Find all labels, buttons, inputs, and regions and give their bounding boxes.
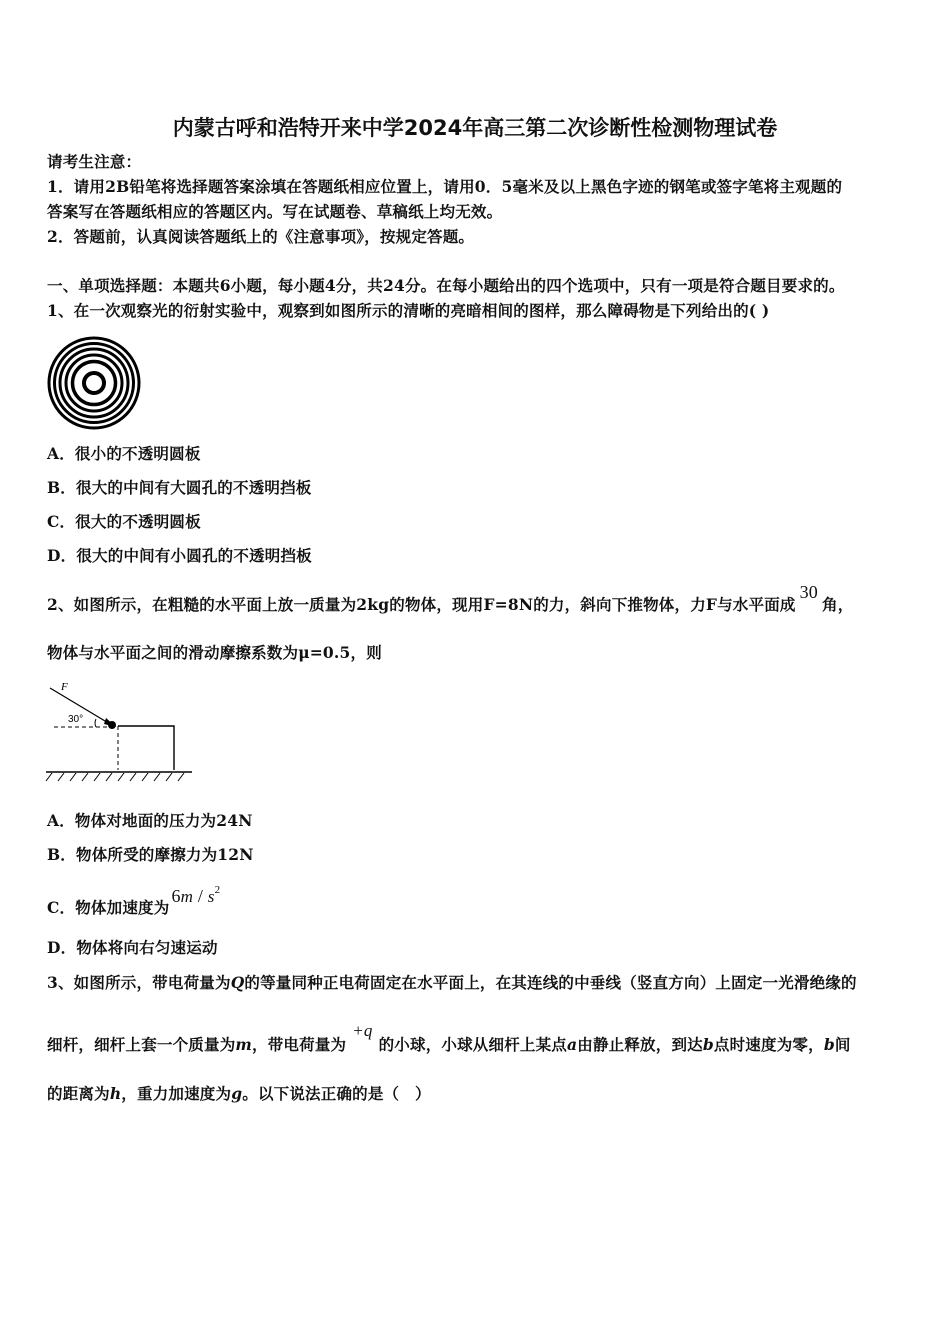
q2-angle-value: 30	[799, 582, 819, 602]
q2-force-diagram	[44, 678, 194, 784]
accel-unit-s: s	[207, 887, 215, 906]
q3-var-g: g	[231, 1084, 243, 1103]
page-title: 内蒙古呼和浩特开来中学2024年高三第二次诊断性检测物理试卷	[172, 116, 778, 140]
q1-stem: 1、在一次观察光的衍射实验中，观察到如图所示的清晰的亮暗相间的图样，那么障碍物是下列给出的( )	[47, 301, 770, 320]
q3-line-3	[47, 1084, 431, 1104]
q3-line-2-b: ，带电荷量为	[252, 1035, 347, 1054]
q3-line-2	[47, 1021, 851, 1055]
q2-stem-part-2: 角，	[822, 595, 854, 614]
q3-line-2-d: 由静止释放，到达	[577, 1035, 703, 1054]
q3-var-b: b	[702, 1035, 714, 1054]
q3-line-3-b: ，重力加速度为	[121, 1084, 232, 1103]
q3-line-2-a: 细杆，细杆上套一个质量为	[47, 1035, 236, 1054]
q3-line-1-a: 3、如图所示，带电荷量为	[47, 973, 231, 992]
q3-line-2-e: 点时速度为零，	[713, 1035, 824, 1054]
q1-option-b: B．很大的中间有大圆孔的不透明挡板	[47, 478, 312, 497]
q3-var-b-2: b	[823, 1035, 835, 1054]
block-outline	[118, 726, 174, 770]
q2-option-a: A．物体对地面的压力为24N	[47, 811, 253, 830]
q3-line-3-c: 。以下说法正确的是（ ）	[242, 1084, 431, 1103]
q2-option-c-text: C．物体加速度为	[47, 898, 170, 917]
q1-option-a: A．很小的不透明圆板	[47, 444, 201, 463]
notice-line-2: 答案写在答题纸相应的答题区内。写在试题卷、草稿纸上均无效。	[47, 202, 503, 221]
q2-stem-line-2: 物体与水平面之间的滑动摩擦系数为μ=0.5，则	[47, 643, 382, 662]
q3-line-1-b: 的等量同种正电荷固定在水平面上，在其连线的中垂线（竖直方向）上固定一光滑绝缘的	[244, 973, 857, 992]
q3-line-3-a: 的距离为	[47, 1084, 110, 1103]
q1-option-d: D．很大的中间有小圆孔的不透明挡板	[47, 546, 312, 565]
q2-stem-part-1: 2、如图所示，在粗糙的水平面上放一质量为2kg的物体，现用F=8N的力，斜向下推物体，力F与水平面成	[47, 595, 796, 614]
q2-option-c	[47, 884, 221, 918]
contact-dot	[108, 721, 116, 729]
q3-var-a: a	[567, 1035, 578, 1054]
q3-line-2-f: 间	[834, 1035, 851, 1054]
section-1-heading: 一、单项选择题：本题共6小题，每小题4分，共24分。在每小题给出的四个选项中，只有一项是符合题目要求的。	[47, 276, 845, 295]
q2-option-d: D．物体将向右匀速运动	[47, 938, 218, 957]
angle-arc	[95, 719, 96, 727]
q3-var-Q: Q	[230, 973, 245, 992]
notice-line-1: 1．请用2B铅笔将选择题答案涂填在答题纸相应位置上，请用0．5毫米及以上黑色字迹的钢笔或签字笔将主观题的	[47, 177, 843, 196]
ground-hatching	[46, 773, 184, 781]
accel-value: 6	[171, 886, 181, 906]
accel-slash: /	[193, 886, 208, 906]
notice-heading: 请考生注意：	[47, 152, 142, 171]
notice-line-3: 2．答题前，认真阅读答题纸上的《注意事项》，按规定答题。	[47, 227, 475, 246]
accel-exponent: 2	[214, 884, 221, 896]
force-label: F	[61, 681, 68, 693]
q3-line-1	[47, 973, 857, 993]
q3-var-m: m	[235, 1035, 253, 1054]
q2-stem-line-1	[47, 582, 854, 615]
q3-var-plus-q: +q	[352, 1021, 373, 1040]
q1-option-c: C．很大的不透明圆板	[47, 512, 201, 531]
q3-var-h: h	[109, 1084, 122, 1103]
q2-option-b: B．物体所受的摩擦力为12N	[47, 845, 254, 864]
q2-option-c-formula	[171, 884, 221, 906]
q1-diffraction-rings-figure	[47, 336, 141, 430]
accel-unit-m: m	[180, 887, 194, 906]
angle-label: 30°	[68, 714, 84, 725]
q3-line-2-c: 的小球，小球从细杆上某点	[378, 1035, 567, 1054]
